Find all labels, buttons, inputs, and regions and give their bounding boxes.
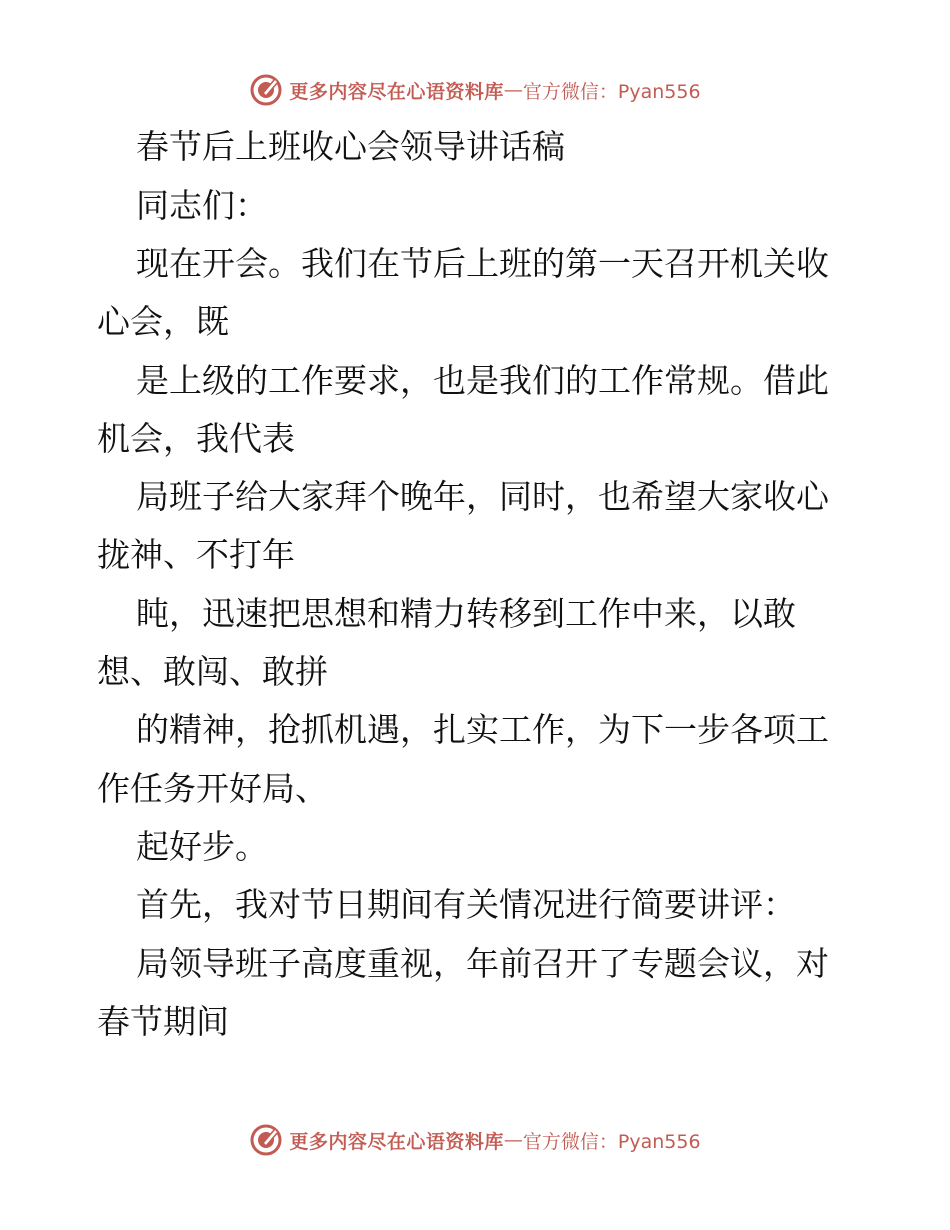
text-line: 起好步。 bbox=[136, 827, 268, 866]
text-line: 拢神、不打年 bbox=[97, 535, 295, 574]
text-line: 是上级的工作要求，也是我们的工作常规。借此 bbox=[136, 361, 829, 400]
text-line: 作任务开好局、 bbox=[97, 769, 328, 808]
pen-logo-icon bbox=[249, 1123, 283, 1157]
text-line: 想、敢闯、敢拼 bbox=[97, 652, 328, 691]
document-title: 春节后上班收心会领导讲话稿 bbox=[136, 127, 565, 166]
text-line: 的精神，抢抓机遇，扎实工作，为下一步各项工 bbox=[136, 710, 829, 749]
text-line: 心会，既 bbox=[97, 302, 229, 341]
text-line: 局领导班子高度重视，年前召开了专题会议，对 bbox=[136, 944, 829, 983]
header-site-text: 更多内容尽在心语资料库 bbox=[289, 80, 504, 103]
text-line: 盹，迅速把思想和精力转移到工作中来，以敢 bbox=[136, 594, 796, 633]
footer-site-text: 更多内容尽在心语资料库 bbox=[289, 1130, 504, 1153]
header-wechat-text: 官方微信：Pyan556 bbox=[522, 80, 701, 103]
pen-logo-icon bbox=[249, 73, 283, 107]
header-dash: — bbox=[503, 79, 523, 101]
footer-banner bbox=[0, 1120, 950, 1160]
header-banner bbox=[0, 70, 950, 110]
footer-dash: — bbox=[503, 1129, 523, 1151]
footer-wechat-text: 官方微信：Pyan556 bbox=[522, 1130, 701, 1153]
text-line: 春节期间 bbox=[97, 1002, 229, 1041]
text-line: 现在开会。我们在节后上班的第一天召开机关收 bbox=[136, 244, 829, 283]
text-line: 机会，我代表 bbox=[97, 419, 295, 458]
text-line: 局班子给大家拜个晚年，同时，也希望大家收心 bbox=[136, 477, 829, 516]
text-line: 首先，我对节日期间有关情况进行简要讲评： bbox=[136, 885, 796, 924]
text-line: 同志们： bbox=[136, 186, 268, 225]
